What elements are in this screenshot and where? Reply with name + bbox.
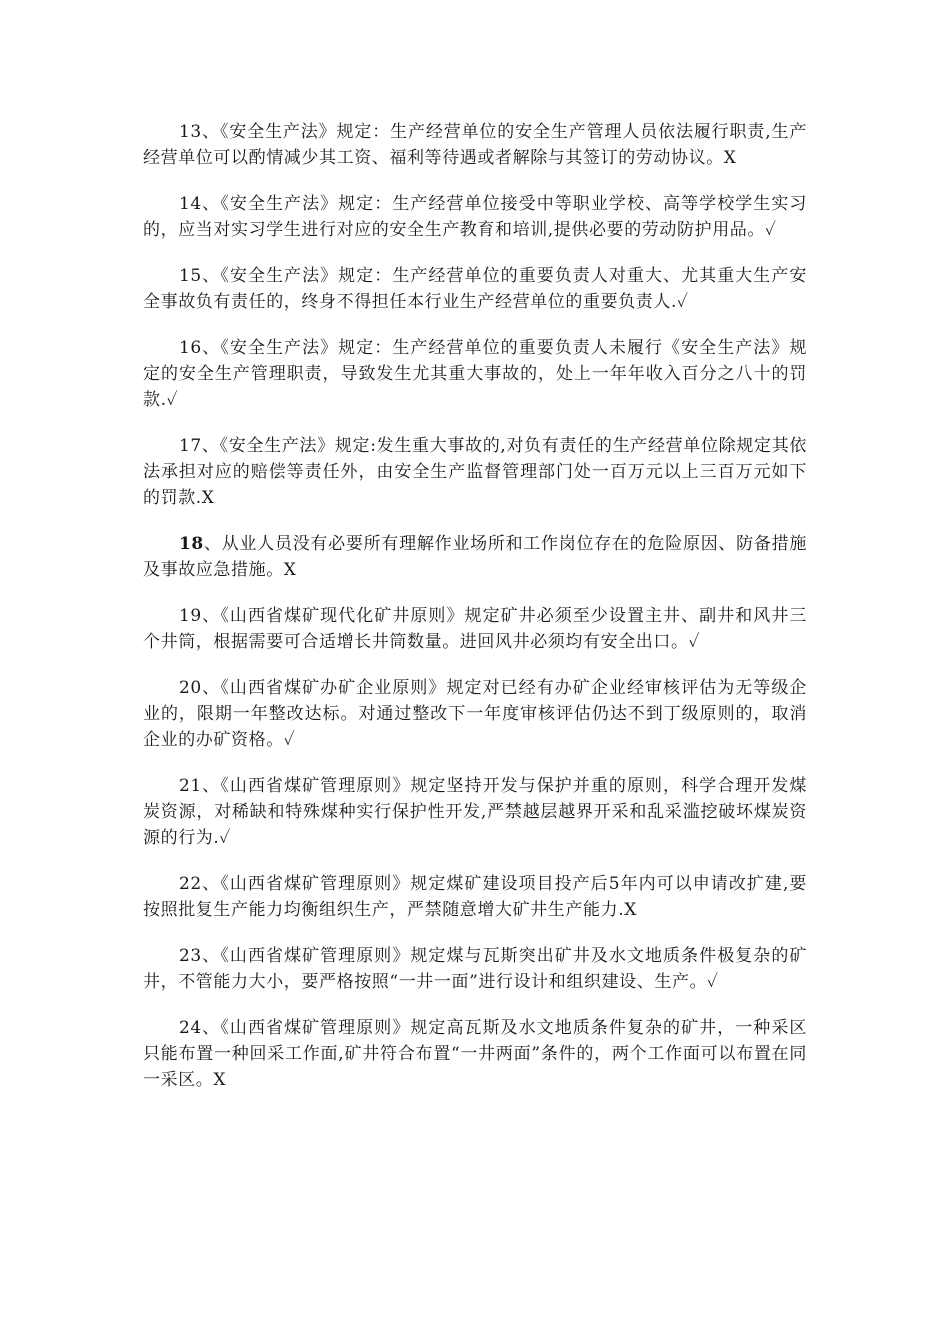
- question-text: 、《安全生产法》规定：生产经营单位接受中等职业学校、高等学校学生实习的，应当对实习学生进行对应的安全生产教育和培训,提供必要的劳动防护用品。✓: [143, 194, 807, 240]
- question-21: [143, 773, 807, 851]
- question-18: [143, 531, 807, 583]
- question-text: 、《安全生产法》规定：生产经营单位的重要负责人未履行《安全生产法》规定的安全生产管理职责，导致发生尤其重大事故的，处上一年年收入百分之八十的罚款.✓: [143, 338, 807, 410]
- question-text: 、《山西省煤矿办矿企业原则》规定对已经有办矿企业经审核评估为无等级企业的，限期一年整改达标。对通过整改下一年度审核评估仍达不到丁级原则的，取消企业的办矿资格。✓: [143, 678, 807, 750]
- question-number: 13: [179, 122, 202, 142]
- question-number: 20: [179, 678, 202, 698]
- question-22: [143, 871, 807, 923]
- question-20: [143, 675, 807, 753]
- question-list: [143, 119, 807, 1113]
- question-number: 24: [179, 1018, 202, 1038]
- question-text: 、《山西省煤矿管理原则》规定坚持开发与保护并重的原则，科学合理开发煤炭资源，对稀缺和特殊煤种实行保护性开发,严禁越层越界开采和乱采滥挖破坏煤炭资源的行为.✓: [143, 776, 807, 848]
- question-14: [143, 191, 807, 243]
- question-16: [143, 335, 807, 413]
- question-text: 、《山西省煤矿现代化矿井原则》规定矿井必须至少设置主井、副井和风井三个井筒，根据需要可合适增长井筒数量。进回风井必须均有安全出口。✓: [143, 606, 807, 652]
- question-text: 、《安全生产法》规定：生产经营单位的重要负责人对重大、尤其重大生产安全事故负有责任的，终身不得担任本行业生产经营单位的重要负责人.✓: [143, 266, 807, 312]
- question-number: 19: [179, 606, 202, 626]
- question-number: 22: [179, 874, 202, 894]
- question-number: 17: [179, 436, 202, 456]
- question-number: 14: [179, 194, 202, 214]
- question-19: [143, 603, 807, 655]
- question-17: [143, 433, 807, 511]
- question-text: 、《安全生产法》规定:发生重大事故的,对负有责任的生产经营单位除规定其依法承担对应的赔偿等责任外，由安全生产监督管理部门处一百万元以上三百万元如下的罚款.X: [143, 436, 807, 508]
- question-text: 、《山西省煤矿管理原则》规定煤与瓦斯突出矿井及水文地质条件极复杂的矿井，不管能力大小，要严格按照“一井一面”进行设计和组织建设、生产。✓: [143, 946, 807, 992]
- question-24: [143, 1015, 807, 1093]
- question-text: 、从业人员没有必要所有理解作业场所和工作岗位存在的危险原因、防备措施及事故应急措施。X: [143, 534, 807, 580]
- question-text: 、《山西省煤矿管理原则》规定煤矿建设项目投产后5年内可以申请改扩建,要按照批复生产能力均衡组织生产，严禁随意增大矿井生产能力.X: [143, 874, 807, 920]
- question-23: [143, 943, 807, 995]
- question-number: 21: [179, 776, 202, 796]
- question-13: [143, 119, 807, 171]
- question-number: 23: [179, 946, 202, 966]
- question-15: [143, 263, 807, 315]
- question-number: 16: [179, 338, 202, 358]
- question-number: 15: [179, 266, 202, 286]
- question-number: 18: [179, 534, 204, 554]
- question-text: 、《安全生产法》规定：生产经营单位的安全生产管理人员依法履行职责,生产经营单位可以酌情减少其工资、福利等待遇或者解除与其签订的劳动协议。X: [143, 122, 807, 168]
- question-text: 、《山西省煤矿管理原则》规定高瓦斯及水文地质条件复杂的矿井，一种采区只能布置一种回采工作面,矿井符合布置“一井两面”条件的，两个工作面可以布置在同一采区。X: [143, 1018, 807, 1090]
